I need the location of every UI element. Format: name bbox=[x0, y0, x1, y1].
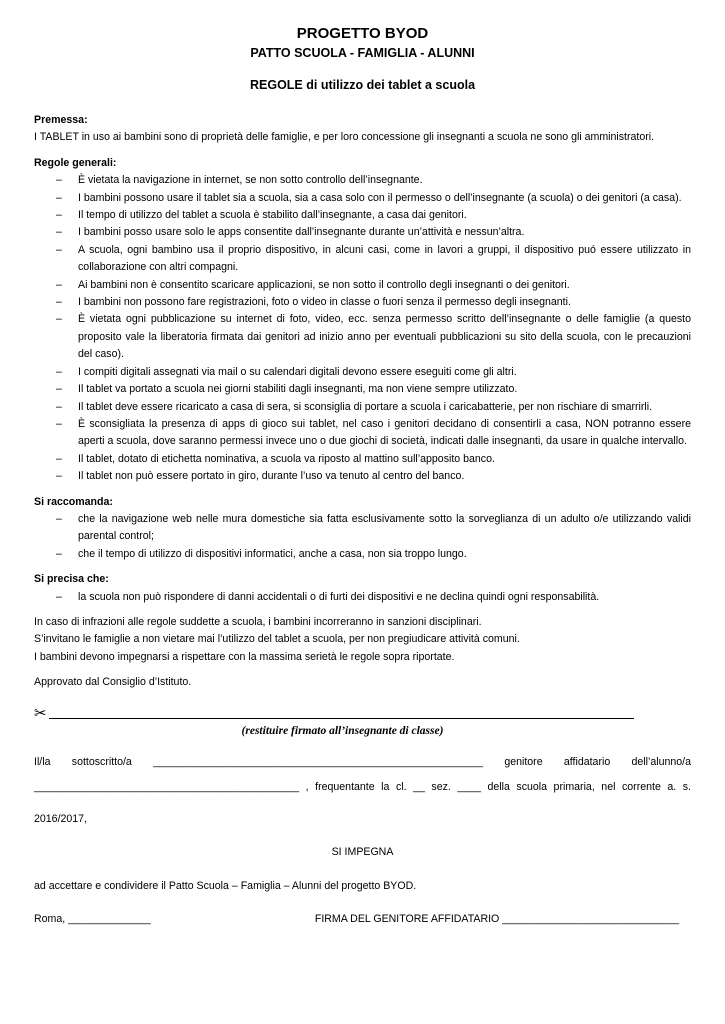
list-item: – I bambini possono usare il tablet sia a scuola, sia a casa solo con il permesso o dell’insegnante (a scuola) o dei genitori (a casa). bbox=[56, 191, 682, 204]
list-item: – Ai bambini non è consentito scaricare applicazioni, se non sotto il controllo degli insegnanti o dei genitori. bbox=[56, 278, 570, 291]
regole-section bbox=[34, 155, 691, 486]
closing-line: S’invitano le famiglie a non vietare mai l’utilizzo del tablet a scuola, per non pregiudicare attività comuni. bbox=[34, 633, 520, 646]
return-note: (restituire firmato all’insegnante di classe) bbox=[241, 724, 444, 737]
list-item: – che la navigazione web nelle mura domestiche sia fatta esclusivamente sotto la sorveglianza di un adulto o/e utilizzando validi parental control; bbox=[56, 512, 691, 543]
commitment-heading: SI IMPEGNA bbox=[331, 846, 394, 859]
rules-heading: REGOLE di utilizzo dei tablet a scuola bbox=[249, 78, 476, 92]
document-page bbox=[34, 24, 691, 928]
precisa-title: Si precisa che: bbox=[34, 573, 109, 586]
list-item: – che il tempo di utilizzo di dispositivi informatici, anche a casa, non sia troppo lungo. bbox=[56, 547, 467, 560]
list-item: – Il tablet non può essere portato in giro, durante l’uso va tenuto al centro del banco. bbox=[56, 470, 465, 483]
raccomanda-list bbox=[34, 511, 691, 563]
cut-rule bbox=[49, 708, 634, 719]
precisa-list bbox=[34, 589, 691, 606]
list-item: – È sconsigliata la presenza di apps di gioco sui tablet, nel caso i genitori decidano di consentirli a casa, NON potranno essere aperti a scuola, dove saranno permessi invece uno o due giochi di società, indicati dalle insegnanti, da usare in qualche intervallo. bbox=[56, 417, 691, 448]
premessa-section bbox=[34, 112, 691, 147]
premessa-text: I TABLET in uso ai bambini sono di proprietà delle famiglie, e per loro concessione gli insegnanti a scuola ne sono gli amministratori. bbox=[34, 131, 655, 144]
list-item: – I bambini posso usare solo le apps consentite dall’insegnante durante un’attività e nessun’altra. bbox=[56, 226, 525, 239]
list-item: – Il tablet va portato a scuola nei giorni stabiliti dagli insegnanti, ma non viene sempre utilizzato. bbox=[56, 383, 518, 396]
regole-list bbox=[34, 172, 691, 485]
list-item: – È vietata la navigazione in internet, se non sotto controllo dell’insegnante. bbox=[56, 174, 423, 187]
signature-form bbox=[34, 754, 691, 928]
list-item: – Il tablet deve essere ricaricato a casa di sera, si sconsiglia di portare a scuola i caricabatterie, per non rischiare di smarrirli. bbox=[56, 400, 653, 413]
list-item: – la scuola non può rispondere di danni accidentali o di furti dei dispositivi e ne declina quindi ogni responsabilità. bbox=[56, 590, 600, 603]
document-title: PROGETTO BYOD bbox=[296, 25, 429, 42]
form-line-class: _____________________________________________ , frequentante la cl. __ sez. ____ della scuola primaria, nel corrente a. s. bbox=[34, 781, 691, 794]
list-item: – I bambini non possono fare registrazioni, foto o video in classe o fuori senza il permesso degli insegnanti. bbox=[56, 296, 571, 309]
document-subtitle: PATTO SCUOLA - FAMIGLIA - ALUNNI bbox=[250, 46, 475, 60]
cut-line bbox=[34, 706, 691, 721]
accept-text: ad accettare e condividere il Patto Scuola – Famiglia – Alunni del progetto BYOD. bbox=[34, 879, 417, 892]
approval-note: Approvato dal Consiglio d’Istituto. bbox=[34, 676, 192, 689]
closing-line: In caso di infrazioni alle regole suddette a scuola, i bambini incorreranno in sanzioni disciplinari. bbox=[34, 615, 482, 628]
precisa-section bbox=[34, 571, 691, 606]
raccomanda-section bbox=[34, 494, 691, 564]
parent-signature: FIRMA DEL GENITORE AFFIDATARIO ______________________________ bbox=[314, 913, 679, 926]
scissors-icon: ✂ bbox=[34, 704, 47, 722]
regole-title: Regole generali: bbox=[34, 156, 117, 169]
closing-line: I bambini devono impegnarsi a rispettare con la massima serietà le regole sopra riportate. bbox=[34, 650, 455, 663]
form-line-undersigned: Il/la sottoscritto/a ________________________________________________________ genitore affidatario dell’alunno/a bbox=[34, 756, 691, 768]
list-item: – È vietata ogni pubblicazione su internet di foto, video, ecc. senza permesso scritto dell’insegnante o delle famiglie (a questo proposito vale la liberatoria firmata dai genitori ad inizio anno per eventuali pubblicazioni su sito della scuola, con le precauzioni del caso). bbox=[56, 313, 691, 361]
premessa-title: Premessa: bbox=[34, 114, 88, 126]
list-item: – A scuola, ogni bambino usa il proprio dispositivo, in alcuni casi, come in lavori a gruppi, il dispositivo puó essere utilizzato in collaborazione con altri compagni. bbox=[56, 243, 691, 274]
sign-row bbox=[34, 911, 691, 928]
place-date: Roma, ______________ bbox=[34, 913, 151, 926]
list-item: – Il tempo di utilizzo del tablet a scuola è stabilito dall’insegnante, a casa dai genitori. bbox=[56, 209, 467, 222]
school-year: 2016/2017, bbox=[34, 812, 88, 825]
list-item: – Il tablet, dotato di etichetta nominativa, a scuola va riposto al mattino sull’apposito banco. bbox=[56, 452, 495, 465]
raccomanda-title: Si raccomanda: bbox=[34, 495, 113, 508]
list-item: – I compiti digitali assegnati via mail o su calendari digitali devono essere eseguiti come gli altri. bbox=[56, 365, 517, 378]
closing-section bbox=[34, 614, 691, 692]
